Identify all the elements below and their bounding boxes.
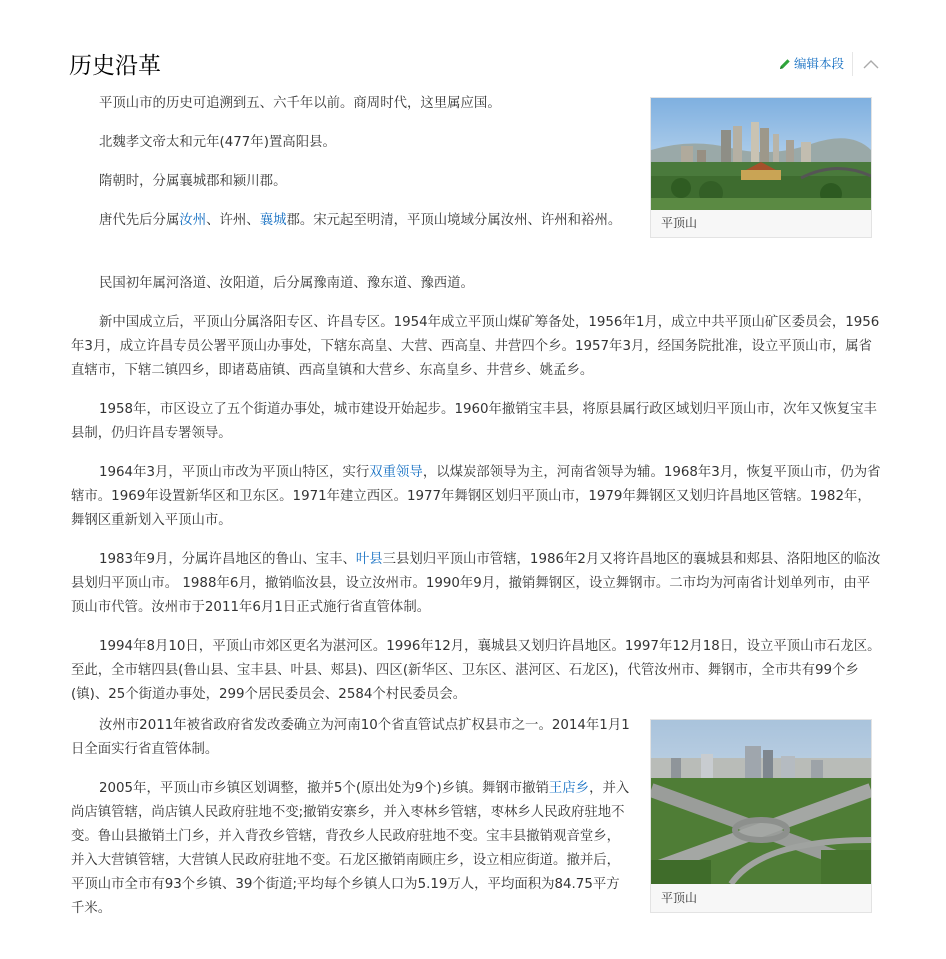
figure-caption: 平顶山 xyxy=(661,891,698,905)
link-wangdian[interactable]: 王店乡 xyxy=(548,781,590,796)
section-title: 历史沿革 xyxy=(69,53,161,79)
link-yexian[interactable]: 叶县 xyxy=(355,552,383,567)
section-header xyxy=(69,46,879,86)
paragraph-10: 1994年8月10日，平顶山市郊区更名为湛河区。1996年12月，襄城县又划归许昌地区。1997年12月18日，设立平顶山市石龙区。至此，全市辖四县(鲁山县、宝丰县、叶县、郏县)、四区(新华区、卫东区、湛河区、石龙区)，代管汝州市、舞钢市，全市共有99个乡(镇)、25个街道办事处，299个居民委员会、2584个村民委员会。 xyxy=(71,639,881,702)
link-xiangcheng[interactable]: 襄城 xyxy=(259,213,287,228)
collapse-section-button[interactable] xyxy=(852,52,879,76)
paragraph-3: 隋朝时，分属襄城郡和颍川郡。 xyxy=(99,174,287,189)
paragraph-7: 1958年，市区设立了五个街道办事处，城市建设开始起步。1960年撤销宝丰县，将原县属行政区域划归平顶山市，次年又恢复宝丰县制，仍归许昌专署领导。 xyxy=(71,402,877,441)
city-interchange-photo xyxy=(651,720,871,884)
figure-city-skyline[interactable] xyxy=(650,97,872,238)
link-dual-leadership[interactable]: 双重领导 xyxy=(369,465,423,480)
pencil-icon xyxy=(779,58,791,70)
paragraph-9: 1983年9月，分属许昌地区的鲁山、宝丰、叶县三县划归平顶山市管辖，1986年2月又将许昌地区的襄城县和郏县、洛阳地区的临汝县划归平顶山市。 1988年6月，撤销临汝县，设立汝州市。1990年9月，撤销舞钢区，设立舞钢市。二市均为河南省计划单列市，由平顶山市代管。汝州市于2011年6月1日正式施行省直管体制。 xyxy=(71,552,881,615)
paragraph-6: 新中国成立后，平顶山分属洛阳专区、许昌专区。1954年成立平顶山煤矿筹备处，1956年1月，成立中共平顶山矿区委员会，1956年3月，成立许昌专员公署平顶山办事处，下辖东高皇、大营、西高皇、井营四个乡。1957年3月，经国务院批准，设立平顶山市，属省直辖市，下辖二镇四乡，即诸葛庙镇、西高皇镇和大营乡、东高皇乡、井营乡、姚孟乡。 xyxy=(71,315,880,378)
link-ruzhou[interactable]: 汝州 xyxy=(179,213,207,228)
edit-section-button[interactable] xyxy=(779,56,844,72)
paragraph-8: 1964年3月，平顶山市改为平顶山特区，实行双重领导，以煤炭部领导为主，河南省领导为辅。1968年3月，恢复平顶山市，仍为省辖市。1969年设置新华区和卫东区。1971年建立西区。1977年舞钢区划归平顶山市，1979年舞钢区又划归许昌地区管辖。1982年，舞钢区重新划入平顶山市。 xyxy=(71,465,881,528)
paragraph-1: 平顶山市的历史可追溯到五、六千年以前。商周时代，这里属应国。 xyxy=(99,96,501,111)
figure-caption: 平顶山 xyxy=(661,216,698,230)
paragraph-4: 唐代先后分属汝州、许州、襄城郡。宋元起至明清，平顶山境域分属汝州、许州和裕州。 xyxy=(99,213,622,228)
paragraph-11: 汝州市2011年被省政府省发改委确立为河南10个省直管试点扩权县市之一。2014年1月1日全面实行省直管体制。 xyxy=(71,718,630,757)
chevron-up-icon xyxy=(863,59,879,69)
figure-city-interchange[interactable] xyxy=(650,719,872,913)
paragraph-12: 2005年，平顶山市乡镇区划调整，撤并5个(原出处为9个)乡镇。舞钢市撤销王店乡，并入尚店镇管辖，尚店镇人民政府驻地不变;撤销安寨乡，并入枣林乡管辖，枣林乡人民政府驻地不变。鲁山县撤销土门乡，并入背孜乡管辖，背孜乡人民政府驻地不变。宝丰县撤销观音堂乡，并入大营镇管辖，大营镇人民政府驻地不变。石龙区撤销南顾庄乡，设立相应街道。撤并后，平顶山市全市有93个乡镇、39个街道;平均每个乡镇人口为5.19万人，平均面积为84.75平方千米。 xyxy=(71,781,630,916)
edit-section-label: 编辑本段 xyxy=(793,56,844,71)
paragraph-5: 民国初年属河洛道、汝阳道，后分属豫南道、豫东道、豫西道。 xyxy=(99,276,474,291)
paragraph-2: 北魏孝文帝太和元年(477年)置高阳县。 xyxy=(99,135,336,150)
city-skyline-photo xyxy=(651,98,871,210)
